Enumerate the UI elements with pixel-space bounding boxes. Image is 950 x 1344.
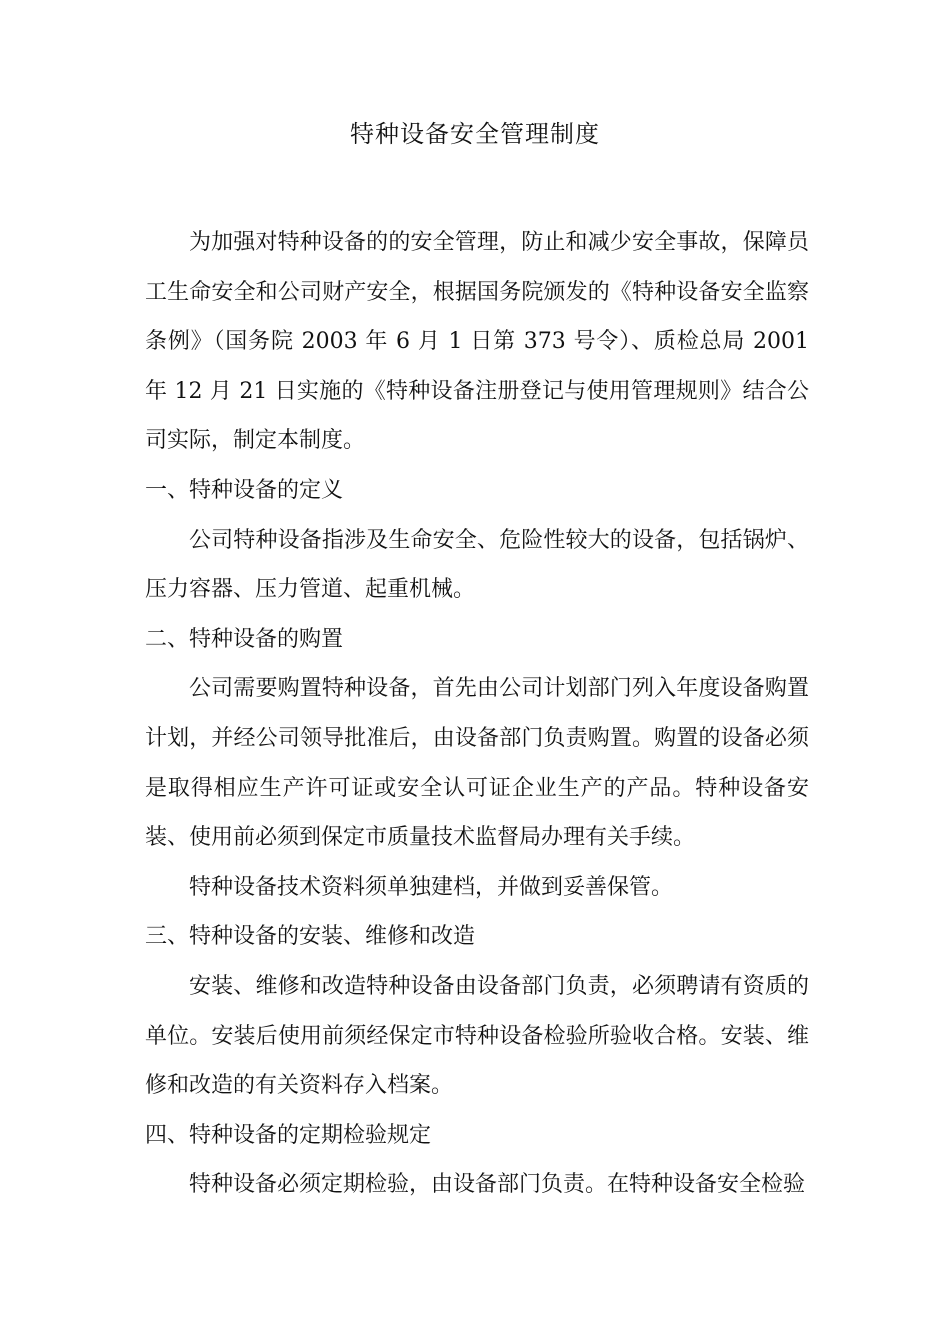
document-title: 特种设备安全管理制度	[350, 120, 600, 148]
section-heading-purchase: 二、特种设备的购置	[145, 626, 344, 652]
inspection-paragraph: 特种设备必须定期检验，由设备部门负责。在特种设备安全检验	[189, 1172, 806, 1198]
definition-paragraph: 公司特种设备指涉及生命安全、危险性较大的设备，包括锅炉、压力容器、压力管道、起重机械。	[145, 527, 809, 603]
section-heading-installation: 三、特种设备的安装、维修和改造	[145, 924, 476, 950]
document-body	[145, 218, 809, 1210]
section-heading-definition: 一、特种设备的定义	[145, 477, 344, 503]
purchase-paragraph: 公司需要购置特种设备，首先由公司计划部门列入年度设备购置计划，并经公司领导批准后，由设备部门负责购置。购置的设备必须是取得相应生产许可证或安全认可证企业生产的产品。特种设备安装、使用前必须到保定市质量技术监督局办理有关手续。	[145, 676, 809, 851]
section-heading-inspection: 四、特种设备的定期检验规定	[145, 1122, 432, 1148]
archive-paragraph: 特种设备技术资料须单独建档，并做到妥善保管。	[189, 874, 674, 900]
installation-paragraph: 安装、维修和改造特种设备由设备部门负责，必须聘请有资质的单位。安装后使用前须经保定市特种设备检验所验收合格。安装、维修和改造的有关资料存入档案。	[145, 973, 809, 1099]
intro-paragraph: 为加强对特种设备的的安全管理，防止和减少安全事故，保障员工生命安全和公司财产安全，根据国务院颁发的《特种设备安全监察条例》（国务院 2003 年 6 月 1 日第 373 号令）、质检总局 2001 年 12 月 21 日实施的《特种设备注册登记与使用管理规则》结合公司实际，制定本制度。	[145, 230, 809, 454]
